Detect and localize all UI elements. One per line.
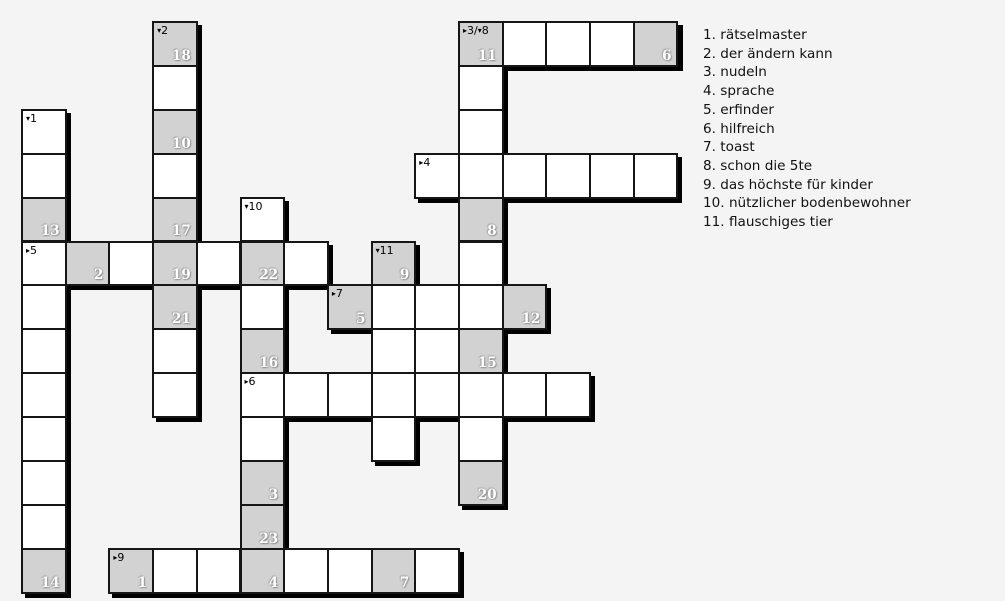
grid-cell[interactable] — [152, 284, 198, 330]
grid-cell[interactable] — [458, 460, 504, 506]
grid-cell[interactable] — [240, 504, 286, 550]
clue-item: 2. der ändern kann — [703, 45, 833, 62]
clue-item: 5. erfinder — [703, 101, 775, 118]
clue-start-label: ▸5 — [26, 243, 38, 257]
clue-item: 8. schon die 5te — [703, 157, 813, 174]
across-arrow-icon: ▸ — [463, 26, 468, 35]
grid-cell[interactable] — [65, 241, 111, 287]
grid-cell[interactable] — [458, 65, 504, 111]
grid-cell[interactable] — [21, 460, 67, 506]
grid-cell[interactable] — [414, 372, 460, 418]
grid-cell[interactable] — [152, 21, 198, 67]
solution-number: 4 — [268, 574, 279, 591]
down-arrow-icon: ▾ — [26, 113, 31, 123]
clue-start-label: ▾2 — [157, 24, 169, 37]
grid-cell[interactable] — [108, 548, 154, 594]
grid-cell[interactable] — [414, 153, 460, 199]
grid-cell[interactable] — [458, 109, 504, 155]
grid-cell[interactable] — [327, 284, 373, 330]
grid-cell[interactable] — [545, 21, 591, 67]
grid-cell[interactable] — [414, 328, 460, 374]
grid-cell[interactable] — [458, 372, 504, 418]
grid-cell[interactable] — [21, 153, 67, 199]
clue-start-label: ▸6 — [244, 375, 256, 389]
solution-number: 7 — [399, 574, 410, 591]
grid-cell[interactable] — [21, 504, 67, 550]
grid-cell[interactable] — [240, 416, 286, 462]
grid-cell[interactable] — [152, 241, 198, 287]
grid-cell[interactable] — [108, 241, 154, 287]
grid-cell[interactable] — [414, 284, 460, 330]
clue-start-label: ▾1 — [26, 111, 38, 125]
solution-number: 15 — [477, 355, 497, 372]
grid-cell[interactable] — [283, 372, 329, 418]
solution-number: 5 — [356, 311, 366, 328]
grid-cell[interactable] — [371, 328, 417, 374]
grid-cell[interactable] — [21, 328, 67, 374]
solution-number: 3 — [268, 486, 279, 503]
grid-cell[interactable] — [458, 197, 504, 243]
solution-number: 23 — [259, 530, 279, 547]
grid-cell[interactable] — [283, 241, 329, 287]
clue-start-label: ▾11 — [375, 243, 394, 257]
grid-cell[interactable] — [458, 328, 504, 374]
grid-cell[interactable] — [371, 416, 417, 462]
grid-cell[interactable] — [152, 109, 198, 155]
solution-number: 18 — [171, 47, 191, 64]
solution-number: 22 — [259, 267, 279, 284]
solution-number: 19 — [171, 267, 191, 284]
solution-number: 20 — [477, 486, 497, 503]
down-arrow-icon: ▾ — [157, 26, 162, 35]
grid-cell[interactable] — [589, 153, 635, 199]
grid-cell[interactable] — [633, 21, 679, 67]
grid-cell[interactable] — [21, 197, 67, 243]
grid-cell[interactable] — [240, 548, 286, 594]
grid-cell[interactable] — [327, 548, 373, 594]
grid-cell[interactable] — [21, 416, 67, 462]
clue-start-label: ▸9 — [113, 550, 125, 564]
solution-number: 12 — [521, 311, 541, 328]
grid-cell[interactable] — [458, 21, 504, 67]
grid-cell[interactable] — [502, 372, 548, 418]
grid-cell[interactable] — [152, 372, 198, 418]
across-arrow-icon: ▸ — [419, 157, 424, 167]
solution-number: 6 — [662, 47, 672, 64]
grid-cell[interactable] — [545, 372, 591, 418]
grid-cell[interactable] — [196, 241, 242, 287]
grid-cell[interactable] — [502, 153, 548, 199]
grid-cell[interactable] — [21, 284, 67, 330]
clue-start-label: ▸4 — [419, 155, 431, 169]
solution-number: 2 — [93, 267, 104, 284]
clue-item: 9. das höchste für kinder — [703, 176, 873, 193]
solution-number: 9 — [399, 267, 410, 284]
grid-cell[interactable] — [633, 153, 679, 199]
solution-number: 21 — [171, 311, 191, 328]
grid-cell[interactable] — [240, 197, 286, 243]
grid-cell[interactable] — [458, 284, 504, 330]
grid-cell[interactable] — [152, 65, 198, 111]
grid-cell[interactable] — [152, 548, 198, 594]
clue-list — [703, 26, 911, 232]
grid-cell[interactable] — [21, 372, 67, 418]
solution-number: 11 — [477, 47, 497, 64]
across-arrow-icon: ▸ — [26, 245, 31, 255]
grid-cell[interactable] — [21, 548, 67, 594]
solution-number: 16 — [259, 355, 279, 372]
grid-cell[interactable] — [458, 416, 504, 462]
across-arrow-icon: ▸ — [113, 552, 118, 562]
clue-item: 7. toast — [703, 139, 755, 156]
grid-cell[interactable] — [283, 548, 329, 594]
solution-number: 1 — [137, 574, 148, 591]
clue-item: 4. sprache — [703, 83, 775, 100]
grid-cell[interactable] — [240, 241, 286, 287]
solution-number: 10 — [171, 135, 191, 152]
grid-cell[interactable] — [21, 241, 67, 287]
down-arrow-icon: ▾ — [375, 245, 380, 255]
clue-item: 10. nützlicher bodenbewohner — [703, 195, 911, 212]
clue-item: 1. rätselmaster — [703, 27, 807, 43]
grid-cell[interactable] — [21, 109, 67, 155]
solution-number: 17 — [171, 223, 191, 240]
solution-number: 8 — [487, 223, 497, 240]
grid-cell[interactable] — [502, 21, 548, 67]
solution-number: 13 — [40, 223, 60, 240]
grid-cell[interactable] — [240, 284, 286, 330]
grid-cell[interactable] — [371, 241, 417, 287]
clue-item: 6. hilfreich — [703, 120, 775, 137]
grid-cell[interactable] — [502, 284, 548, 330]
grid-cell[interactable] — [240, 328, 286, 374]
grid-cell[interactable] — [196, 548, 242, 594]
down-arrow-icon: ▾ — [477, 26, 482, 35]
grid-cell[interactable] — [240, 372, 286, 418]
clue-start-label: ▸7 — [331, 287, 343, 301]
grid-cell[interactable] — [371, 548, 417, 594]
clue-item: 3. nudeln — [703, 64, 767, 81]
grid-cell[interactable] — [371, 372, 417, 418]
grid-cell[interactable] — [545, 153, 591, 199]
grid-cell[interactable] — [152, 328, 198, 374]
down-arrow-icon: ▾ — [244, 201, 249, 211]
grid-cell[interactable] — [240, 460, 286, 506]
grid-cell[interactable] — [152, 153, 198, 199]
grid-cell[interactable] — [371, 284, 417, 330]
grid-cell[interactable] — [414, 548, 460, 594]
solution-number: 14 — [40, 574, 60, 591]
grid-cell[interactable] — [327, 372, 373, 418]
clue-start-label: ▸3/▾8 — [463, 24, 489, 37]
clue-start-label: ▾10 — [244, 199, 263, 213]
grid-cell[interactable] — [458, 153, 504, 199]
grid-cell[interactable] — [152, 197, 198, 243]
grid-cell[interactable] — [458, 241, 504, 287]
across-arrow-icon: ▸ — [244, 377, 249, 387]
grid-cell[interactable] — [589, 21, 635, 67]
clue-item: 11. flauschiges tier — [703, 214, 833, 231]
across-arrow-icon: ▸ — [331, 289, 336, 299]
